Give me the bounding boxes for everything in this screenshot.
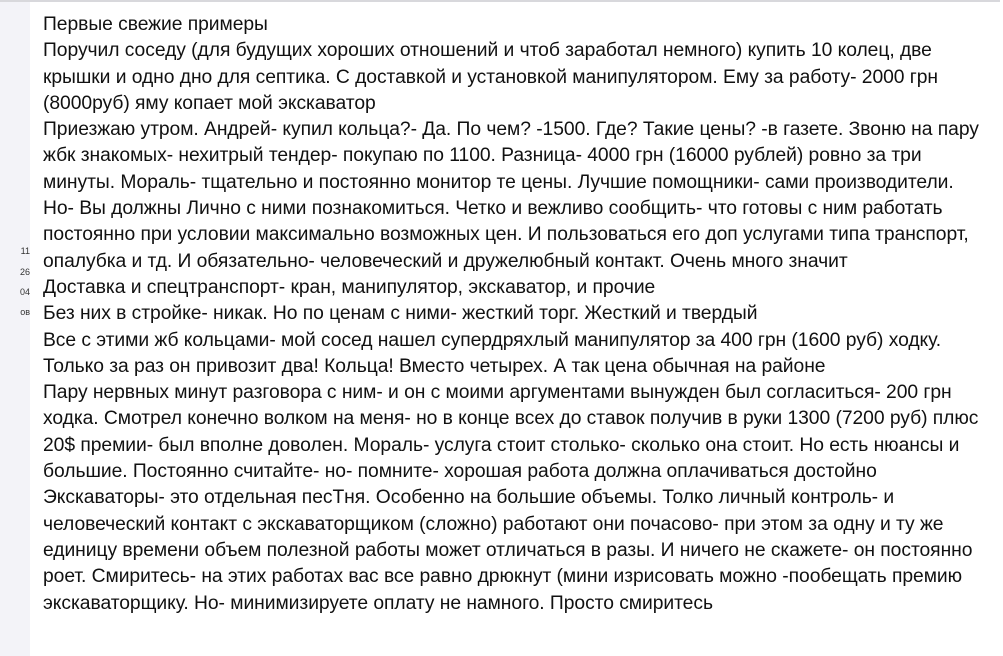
post-line: ходка. Смотрел конечно волком на меня- но в конце всех до ставок получив в руки 1300 (7200 руб) плюс bbox=[43, 408, 979, 430]
post-line: минуты. Мораль- тщательно и постоянно монитор те цены. Лучшие помощники- сами производители. bbox=[43, 171, 954, 193]
left-sidebar bbox=[0, 2, 30, 656]
post-line: человеческий контакт с экскаваторщиком (сложно) работают они почасово- при этом за одну и ту же bbox=[43, 513, 944, 535]
post-line: 20$ премии- был вполне доволен. Мораль- услуга стоит столько- сколько она стоит. Но есть нюансы и bbox=[43, 434, 960, 456]
sidebar-fragment: ов bbox=[20, 307, 30, 317]
sidebar-fragment: 11 bbox=[20, 246, 30, 256]
post-line: Экскаваторы- это отдельная песТня. Особенно на большие объемы. Толко личный контроль- и bbox=[43, 487, 895, 509]
post-line: единицу времени объем полезной работы может отличаться в разы. И ничего не скажете- он постоянно bbox=[43, 539, 973, 561]
post-line: роет. Смиритесь- на этих работах вас все равно дрюкнут (мини изрисовать можно -пообещать премию bbox=[43, 566, 963, 588]
post-line: крышки и одно дно для септика. С доставкой и установкой манипулятором. Ему за работу- 2000 грн bbox=[43, 66, 939, 88]
post-body bbox=[43, 12, 1003, 617]
post-line: Пару нервных минут разговора с ним- и он с моими аргументами вынужден был согласиться- 200 грн bbox=[43, 382, 952, 404]
post-line: большие. Постоянно считайте- но- помните- хорошая работа должна оплачиваться достойно bbox=[43, 461, 877, 483]
post-line: (8000руб) яму копает мой экскаватор bbox=[43, 92, 376, 114]
post-line: постоянно при условии максимально возможных цен. И пользоваться его доп услугами типа транспорт, bbox=[43, 224, 969, 246]
sidebar-fragment: 04 bbox=[19, 287, 30, 297]
post-line: Доставка и спецтранспорт- кран, манипулятор, экскаватор, и прочие bbox=[43, 276, 656, 298]
post-line: Но- Вы должны Лично с ними познакомиться. Четко и вежливо сообщить- что готовы с ним работать bbox=[43, 198, 943, 220]
top-border bbox=[0, 0, 1000, 2]
post-line: Только за раз он привозит два! Кольца! Вместо четырех. А так цена обычная на районе bbox=[43, 355, 826, 377]
post-line: экскаваторщику. Но- минимизируете оплату не намного. Просто смиритесь bbox=[43, 592, 713, 614]
post-line: Приезжаю утром. Андрей- купил кольца?- Да. По чем? -1500. Где? Такие цены? -в газете. Звоню на пару bbox=[43, 119, 979, 141]
post-line: Поручил соседу (для будущих хороших отношений и чтоб заработал немного) купить 10 колец, две bbox=[43, 40, 932, 62]
sidebar-fragment: 26 bbox=[19, 267, 30, 277]
post-line: Все с этими жб кольцами- мой сосед нашел супердряхлый манипулятор за 400 грн (1600 руб) ходку. bbox=[43, 329, 942, 351]
post-line: жбк знакомых- нехитрый тендер- покупаю по 1100. Разница- 4000 грн (16000 рублей) ровно за три bbox=[43, 145, 922, 167]
post-line: Без них в стройке- никак. Но по ценам с ними- жесткий торг. Жесткий и твердый bbox=[43, 303, 758, 325]
post-heading: Первые свежие примеры bbox=[43, 14, 268, 35]
post-line: опалубка и тд. И обязательно- человеческий и дружелюбный контакт. Очень много значит bbox=[43, 250, 848, 272]
